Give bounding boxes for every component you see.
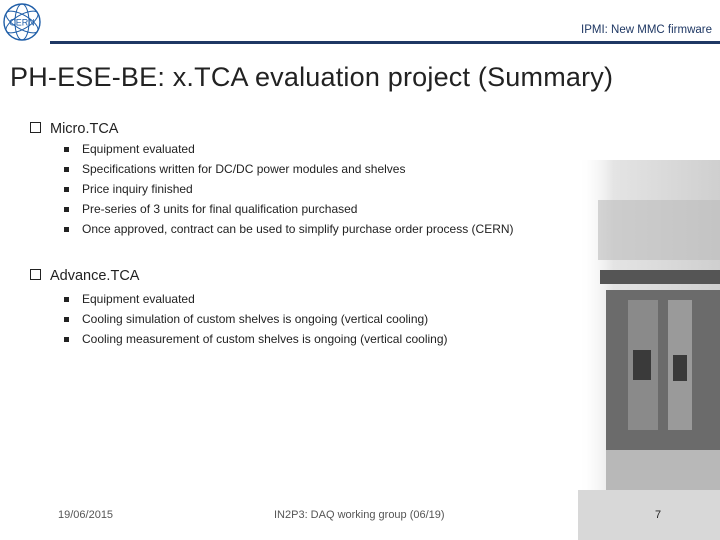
header-title: IPMI: New MMC firmware <box>581 24 712 36</box>
list-item: Equipment evaluated <box>64 139 514 159</box>
footer-center-text: IN2P3: DAQ working group (06/19) <box>274 509 445 521</box>
square-bullet-icon <box>64 337 69 342</box>
section-heading-label: Advance.TCA <box>50 268 140 284</box>
section-heading-advancedtca <box>30 268 139 284</box>
square-bullet-icon <box>64 297 69 302</box>
list-item: Once approved, contract can be used to simplify purchase order process (CERN) <box>64 219 514 239</box>
list-item: Specifications written for DC/DC power modules and shelves <box>64 159 514 179</box>
slide-title: PH-ESE-BE: x.TCA evaluation project (Summary) <box>10 62 614 92</box>
list-item: Pre-series of 3 units for final qualification purchased <box>64 199 514 219</box>
header-divider <box>50 41 720 44</box>
square-bullet-icon <box>64 317 69 322</box>
advancedtca-bullet-list <box>64 289 448 349</box>
section-heading-label: Micro.TCA <box>50 121 119 137</box>
cern-logo <box>2 2 42 42</box>
list-item: Equipment evaluated <box>64 289 448 309</box>
footer-date: 19/06/2015 <box>58 509 114 521</box>
crate-photo <box>578 160 720 540</box>
checkbox-bullet-icon <box>30 122 41 133</box>
page-number: 7 <box>655 509 662 521</box>
square-bullet-icon <box>64 187 69 192</box>
square-bullet-icon <box>64 207 69 212</box>
square-bullet-icon <box>64 167 69 172</box>
square-bullet-icon <box>64 147 69 152</box>
checkbox-bullet-icon <box>30 269 41 280</box>
square-bullet-icon <box>64 227 69 232</box>
section-heading-microtca <box>30 121 118 137</box>
svg-text:CERN: CERN <box>9 17 35 28</box>
list-item: Cooling simulation of custom shelves is ongoing (vertical cooling) <box>64 309 448 329</box>
list-item: Price inquiry finished <box>64 179 514 199</box>
list-item: Cooling measurement of custom shelves is ongoing (vertical cooling) <box>64 329 448 349</box>
microtca-bullet-list <box>64 139 514 239</box>
